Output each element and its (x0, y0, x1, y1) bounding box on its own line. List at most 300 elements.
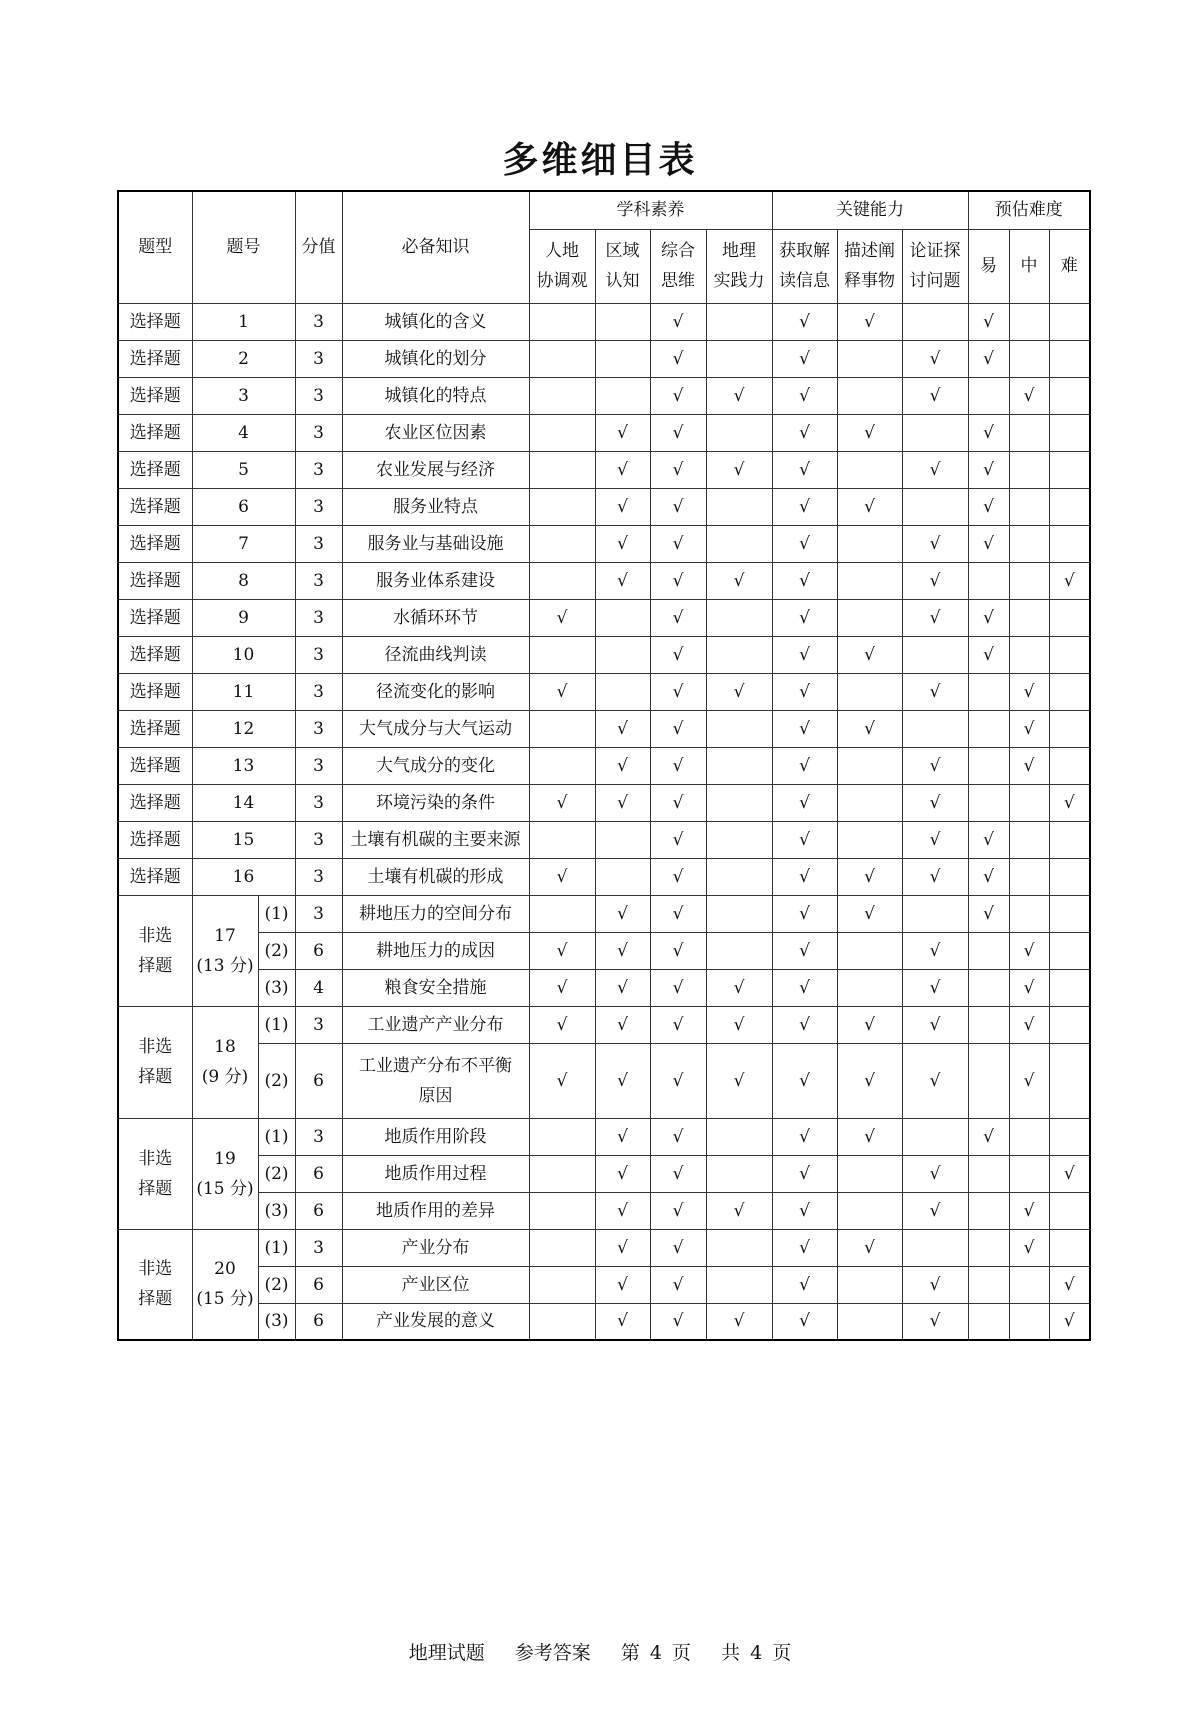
header-type: 题型 (118, 191, 192, 303)
mark-cell: √ (968, 895, 1009, 932)
mark-cell: √ (772, 488, 837, 525)
question-score: 3 (295, 858, 342, 895)
question-knowledge: 地质作用的差异 (342, 1192, 529, 1229)
mark-cell (1049, 414, 1090, 451)
mark-cell (706, 1155, 772, 1192)
mark-cell (1049, 451, 1090, 488)
question-type: 非选 择题 (118, 1118, 192, 1229)
mark-cell: √ (595, 895, 650, 932)
mark-cell: √ (772, 599, 837, 636)
question-type: 非选 择题 (118, 1229, 192, 1340)
question-knowledge: 地质作用阶段 (342, 1118, 529, 1155)
mark-cell: √ (529, 784, 595, 821)
question-type: 选择题 (118, 821, 192, 858)
mark-cell: √ (706, 377, 772, 414)
mark-cell (1049, 895, 1090, 932)
question-knowledge: 水循环环节 (342, 599, 529, 636)
question-knowledge: 工业遗产分布不平衡 原因 (342, 1043, 529, 1118)
mark-cell: √ (650, 1266, 706, 1303)
page-footer (0, 1638, 1200, 1665)
mark-cell: √ (650, 414, 706, 451)
mark-cell: √ (650, 1229, 706, 1266)
question-score: 3 (295, 488, 342, 525)
mark-cell: √ (595, 1043, 650, 1118)
mark-cell: √ (968, 303, 1009, 340)
question-number: 11 (192, 673, 295, 710)
mark-cell (1049, 525, 1090, 562)
mark-cell (1009, 1303, 1049, 1340)
mark-cell (1009, 599, 1049, 636)
footer-subject: 地理试题 (408, 1642, 485, 1664)
table-row (118, 1192, 1090, 1229)
mark-cell (706, 525, 772, 562)
question-number: 7 (192, 525, 295, 562)
mark-cell: √ (650, 451, 706, 488)
question-score: 6 (295, 1192, 342, 1229)
question-knowledge: 耕地压力的成因 (342, 932, 529, 969)
question-knowledge: 城镇化的划分 (342, 340, 529, 377)
mark-cell: √ (1009, 969, 1049, 1006)
sub-question: (2) (258, 1266, 295, 1303)
mark-cell: √ (772, 895, 837, 932)
mark-cell: √ (902, 932, 968, 969)
mark-cell (968, 1229, 1009, 1266)
mark-cell (1009, 858, 1049, 895)
question-knowledge: 农业区位因素 (342, 414, 529, 451)
mark-cell (529, 303, 595, 340)
mark-cell (529, 451, 595, 488)
mark-cell: √ (968, 488, 1009, 525)
question-type: 选择题 (118, 599, 192, 636)
mark-cell: √ (595, 1229, 650, 1266)
question-number: 4 (192, 414, 295, 451)
mark-cell: √ (595, 747, 650, 784)
mark-cell: √ (650, 1118, 706, 1155)
header-difficulty-2: 中 (1009, 229, 1049, 303)
mark-cell: √ (902, 747, 968, 784)
mark-cell: √ (837, 858, 902, 895)
mark-cell (1049, 969, 1090, 1006)
question-knowledge: 城镇化的含义 (342, 303, 529, 340)
table-row (118, 451, 1090, 488)
mark-cell (706, 414, 772, 451)
mark-cell: √ (706, 1043, 772, 1118)
mark-cell: √ (772, 1155, 837, 1192)
mark-cell (529, 710, 595, 747)
table-row (118, 1006, 1090, 1043)
question-score: 3 (295, 821, 342, 858)
mark-cell: √ (1009, 710, 1049, 747)
header-difficulty-3: 难 (1049, 229, 1090, 303)
mark-cell: √ (529, 932, 595, 969)
question-score: 3 (295, 377, 342, 414)
mark-cell: √ (772, 710, 837, 747)
question-number: 1 (192, 303, 295, 340)
mark-cell: √ (772, 821, 837, 858)
mark-cell (837, 747, 902, 784)
mark-cell (837, 821, 902, 858)
mark-cell (529, 821, 595, 858)
mark-cell: √ (968, 858, 1009, 895)
mark-cell (837, 932, 902, 969)
mark-cell: √ (902, 599, 968, 636)
question-type: 非选 择题 (118, 895, 192, 1006)
mark-cell: √ (837, 895, 902, 932)
sub-question: (1) (258, 1229, 295, 1266)
question-number: 10 (192, 636, 295, 673)
table-row (118, 747, 1090, 784)
page-title: 多维细目表 (502, 140, 698, 181)
table-row (118, 1229, 1090, 1266)
table-row (118, 340, 1090, 377)
mark-cell (1049, 488, 1090, 525)
question-knowledge: 服务业特点 (342, 488, 529, 525)
question-knowledge: 粮食安全措施 (342, 969, 529, 1006)
mark-cell (837, 969, 902, 1006)
mark-cell: √ (650, 636, 706, 673)
mark-cell: √ (968, 636, 1009, 673)
question-score: 3 (295, 599, 342, 636)
mark-cell (968, 710, 1009, 747)
question-knowledge: 径流曲线判读 (342, 636, 529, 673)
question-type: 选择题 (118, 784, 192, 821)
mark-cell: √ (772, 303, 837, 340)
mark-cell: √ (529, 969, 595, 1006)
table-row (118, 562, 1090, 599)
mark-cell (837, 451, 902, 488)
question-knowledge: 大气成分与大气运动 (342, 710, 529, 747)
mark-cell: √ (650, 525, 706, 562)
mark-cell (595, 377, 650, 414)
mark-cell (529, 895, 595, 932)
question-score: 6 (295, 932, 342, 969)
mark-cell (1049, 747, 1090, 784)
mark-cell (1009, 1155, 1049, 1192)
header-knowledge: 必备知识 (342, 191, 529, 303)
question-type: 选择题 (118, 488, 192, 525)
table-row (118, 1155, 1090, 1192)
mark-cell: √ (837, 1043, 902, 1118)
question-type: 选择题 (118, 451, 192, 488)
header-ability-3: 论证探 讨问题 (902, 229, 968, 303)
mark-cell (968, 1043, 1009, 1118)
table-row (118, 303, 1090, 340)
mark-cell: √ (772, 1118, 837, 1155)
mark-cell: √ (650, 340, 706, 377)
mark-cell (968, 1266, 1009, 1303)
mark-cell: √ (595, 414, 650, 451)
mark-cell (1049, 1043, 1090, 1118)
mark-cell: √ (706, 562, 772, 599)
footer-doc: 参考答案 (514, 1642, 591, 1664)
mark-cell: √ (595, 1006, 650, 1043)
mark-cell: √ (650, 858, 706, 895)
mark-cell: √ (772, 1229, 837, 1266)
mark-cell (529, 414, 595, 451)
mark-cell (1009, 451, 1049, 488)
mark-cell: √ (837, 414, 902, 451)
question-type: 选择题 (118, 747, 192, 784)
table-row (118, 895, 1090, 932)
mark-cell: √ (650, 1303, 706, 1340)
mark-cell (902, 1118, 968, 1155)
mark-cell (595, 303, 650, 340)
mark-cell (1049, 1192, 1090, 1229)
mark-cell (968, 562, 1009, 599)
mark-cell (837, 525, 902, 562)
mark-cell (706, 858, 772, 895)
mark-cell (706, 895, 772, 932)
mark-cell: √ (837, 1229, 902, 1266)
mark-cell: √ (902, 1192, 968, 1229)
mark-cell: √ (902, 451, 968, 488)
mark-cell (529, 1303, 595, 1340)
question-number: 5 (192, 451, 295, 488)
mark-cell: √ (1049, 1155, 1090, 1192)
mark-cell (706, 1118, 772, 1155)
mark-cell: √ (595, 1303, 650, 1340)
question-score: 3 (295, 303, 342, 340)
question-score: 3 (295, 747, 342, 784)
mark-cell (529, 1266, 595, 1303)
sub-question: (3) (258, 1303, 295, 1340)
header-group-ability: 关键能力 (772, 191, 968, 229)
mark-cell (706, 1266, 772, 1303)
question-score: 3 (295, 1118, 342, 1155)
mark-cell: √ (595, 932, 650, 969)
question-type: 选择题 (118, 562, 192, 599)
mark-cell (837, 1266, 902, 1303)
mark-cell: √ (772, 969, 837, 1006)
mark-cell (595, 858, 650, 895)
mark-cell: √ (706, 673, 772, 710)
mark-cell: √ (772, 932, 837, 969)
table-row (118, 377, 1090, 414)
mark-cell (968, 784, 1009, 821)
mark-cell: √ (650, 599, 706, 636)
mark-cell (1009, 636, 1049, 673)
mark-cell (529, 1155, 595, 1192)
mark-cell (968, 1155, 1009, 1192)
mark-cell (1049, 303, 1090, 340)
header-score: 分值 (295, 191, 342, 303)
mark-cell: √ (1009, 673, 1049, 710)
mark-cell (529, 562, 595, 599)
question-number: 8 (192, 562, 295, 599)
mark-cell (595, 821, 650, 858)
question-type: 选择题 (118, 303, 192, 340)
header-literacy-1: 人地 协调观 (529, 229, 595, 303)
mark-cell: √ (1009, 1006, 1049, 1043)
header-number: 题号 (192, 191, 295, 303)
mark-cell (1009, 784, 1049, 821)
mark-cell: √ (650, 1155, 706, 1192)
mark-cell (529, 1192, 595, 1229)
question-number: 2 (192, 340, 295, 377)
mark-cell: √ (902, 1303, 968, 1340)
mark-cell: √ (1049, 562, 1090, 599)
mark-cell: √ (902, 1006, 968, 1043)
mark-cell: √ (837, 1006, 902, 1043)
mark-cell (706, 1229, 772, 1266)
mark-cell (902, 488, 968, 525)
mark-cell (529, 525, 595, 562)
sub-question: (2) (258, 932, 295, 969)
mark-cell (706, 636, 772, 673)
mark-cell (1009, 303, 1049, 340)
mark-cell (837, 377, 902, 414)
mark-cell: √ (595, 1192, 650, 1229)
question-number: 14 (192, 784, 295, 821)
question-number: 15 (192, 821, 295, 858)
question-number: 17 (13 分) (192, 895, 258, 1006)
mark-cell (706, 599, 772, 636)
mark-cell: √ (902, 821, 968, 858)
header-group-difficulty: 预估难度 (968, 191, 1090, 229)
table-row (118, 710, 1090, 747)
mark-cell: √ (650, 488, 706, 525)
table-row (118, 488, 1090, 525)
mark-cell (1009, 895, 1049, 932)
mark-cell (837, 1155, 902, 1192)
mark-cell: √ (968, 525, 1009, 562)
table-row (118, 1303, 1090, 1340)
mark-cell (902, 303, 968, 340)
mark-cell: √ (968, 414, 1009, 451)
mark-cell (706, 784, 772, 821)
mark-cell: √ (902, 377, 968, 414)
question-score: 3 (295, 895, 342, 932)
question-number: 18 (9 分) (192, 1006, 258, 1118)
mark-cell: √ (595, 784, 650, 821)
mark-cell: √ (772, 340, 837, 377)
mark-cell (1049, 377, 1090, 414)
mark-cell: √ (968, 599, 1009, 636)
mark-cell (902, 414, 968, 451)
question-knowledge: 耕地压力的空间分布 (342, 895, 529, 932)
question-score: 3 (295, 710, 342, 747)
mark-cell: √ (902, 1155, 968, 1192)
table-row (118, 858, 1090, 895)
question-score: 3 (295, 636, 342, 673)
question-score: 6 (295, 1043, 342, 1118)
mark-cell: √ (650, 303, 706, 340)
mark-cell: √ (837, 1118, 902, 1155)
mark-cell (706, 488, 772, 525)
mark-cell (529, 1118, 595, 1155)
mark-cell: √ (595, 969, 650, 1006)
mark-cell (529, 488, 595, 525)
header-ability-1: 获取解 读信息 (772, 229, 837, 303)
mark-cell: √ (837, 488, 902, 525)
mark-cell: √ (650, 821, 706, 858)
mark-cell (529, 636, 595, 673)
table-row (118, 1043, 1090, 1118)
mark-cell (968, 377, 1009, 414)
mark-cell (706, 821, 772, 858)
question-number: 19 (15 分) (192, 1118, 258, 1229)
sub-question: (1) (258, 1118, 295, 1155)
mark-cell (837, 562, 902, 599)
mark-cell (1049, 1006, 1090, 1043)
mark-cell (706, 710, 772, 747)
mark-cell: √ (772, 414, 837, 451)
mark-cell (837, 340, 902, 377)
mark-cell (706, 747, 772, 784)
mark-cell: √ (837, 636, 902, 673)
mark-cell: √ (595, 1266, 650, 1303)
mark-cell (595, 599, 650, 636)
question-number: 12 (192, 710, 295, 747)
mark-cell (1049, 710, 1090, 747)
mark-cell (1009, 1266, 1049, 1303)
mark-cell: √ (529, 1006, 595, 1043)
mark-cell: √ (595, 710, 650, 747)
mark-cell: √ (595, 562, 650, 599)
mark-cell: √ (650, 969, 706, 1006)
mark-cell: √ (706, 1192, 772, 1229)
mark-cell (1049, 1118, 1090, 1155)
mark-cell: √ (650, 562, 706, 599)
mark-cell: √ (772, 673, 837, 710)
mark-cell: √ (902, 562, 968, 599)
mark-cell: √ (968, 1118, 1009, 1155)
mark-cell (1009, 525, 1049, 562)
mark-cell (968, 747, 1009, 784)
header-literacy-3: 综合 思维 (650, 229, 706, 303)
mark-cell (1009, 488, 1049, 525)
table-row (118, 414, 1090, 451)
mark-cell: √ (772, 1192, 837, 1229)
mark-cell: √ (650, 1192, 706, 1229)
question-knowledge: 产业发展的意义 (342, 1303, 529, 1340)
header-difficulty-1: 易 (968, 229, 1009, 303)
mark-cell: √ (650, 710, 706, 747)
question-knowledge: 产业分布 (342, 1229, 529, 1266)
mark-cell: √ (650, 377, 706, 414)
mark-cell: √ (650, 932, 706, 969)
mark-cell: √ (529, 673, 595, 710)
header-group-literacy: 学科素养 (529, 191, 772, 229)
mark-cell: √ (595, 451, 650, 488)
question-number: 13 (192, 747, 295, 784)
footer-page: 第 4 页 (620, 1642, 692, 1664)
question-knowledge: 城镇化的特点 (342, 377, 529, 414)
mark-cell (837, 1192, 902, 1229)
mark-cell (1049, 821, 1090, 858)
table-row (118, 784, 1090, 821)
question-knowledge: 服务业与基础设施 (342, 525, 529, 562)
question-number: 16 (192, 858, 295, 895)
mark-cell: √ (772, 1266, 837, 1303)
question-type: 选择题 (118, 673, 192, 710)
footer-total: 共 4 页 (721, 1642, 792, 1664)
mark-cell (1009, 1118, 1049, 1155)
question-knowledge: 工业遗产产业分布 (342, 1006, 529, 1043)
question-number: 9 (192, 599, 295, 636)
mark-cell (1049, 673, 1090, 710)
question-knowledge: 产业区位 (342, 1266, 529, 1303)
sub-question: (1) (258, 895, 295, 932)
mark-cell: √ (650, 747, 706, 784)
question-type: 选择题 (118, 525, 192, 562)
mark-cell: √ (968, 451, 1009, 488)
spec-table (117, 190, 1091, 1341)
mark-cell: √ (706, 1303, 772, 1340)
mark-cell: √ (595, 488, 650, 525)
question-score: 3 (295, 673, 342, 710)
mark-cell: √ (837, 303, 902, 340)
